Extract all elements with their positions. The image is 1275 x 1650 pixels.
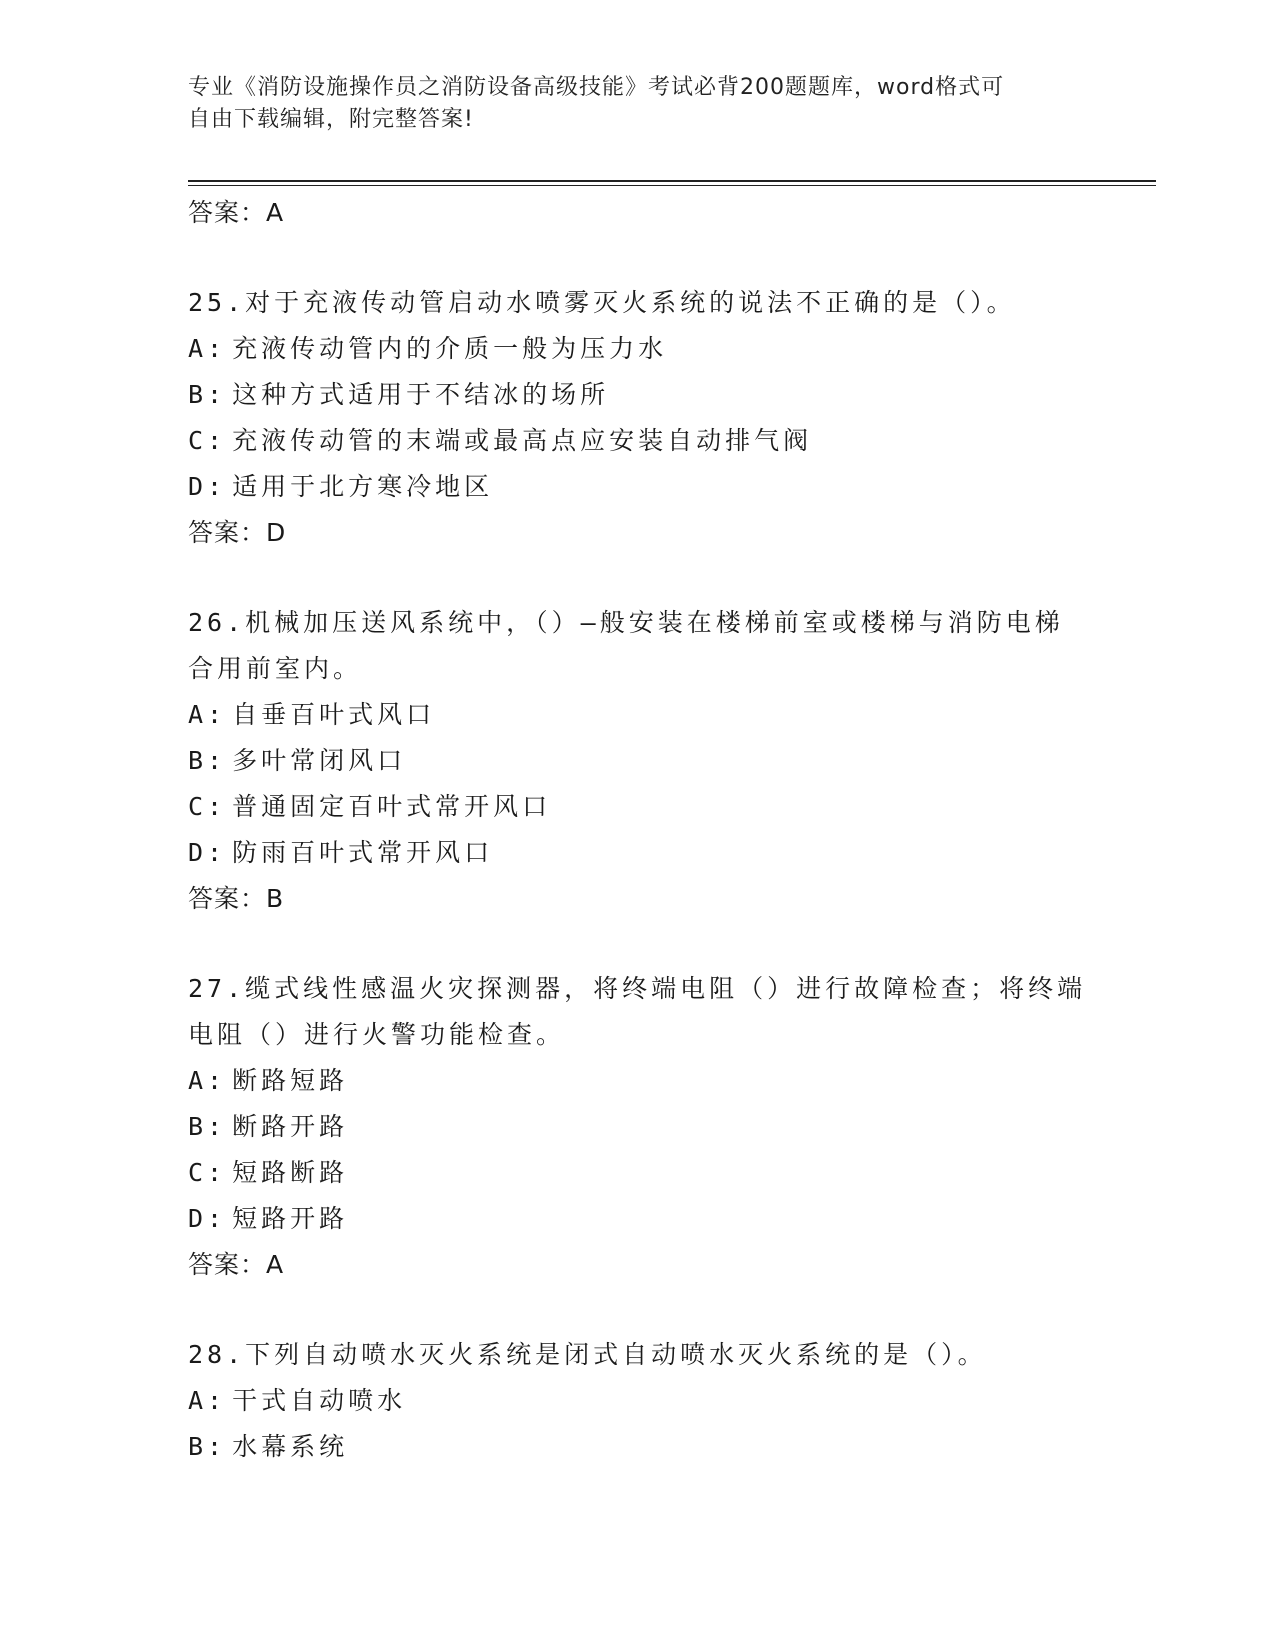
answer-value: A	[266, 198, 285, 227]
document-body	[188, 190, 1088, 1470]
option-c	[188, 418, 1088, 464]
question-25	[188, 280, 1088, 556]
question-stem: 对于充液传动管启动水喷雾灭火系统的说法不正确的是（）。	[245, 288, 1016, 317]
option-text: 短路开路	[232, 1204, 349, 1233]
question-text	[188, 1332, 1088, 1378]
option-letter: B:	[188, 1432, 227, 1461]
option-letter: B:	[188, 1112, 227, 1141]
question-number: 26.	[188, 608, 246, 637]
option-text: 普通固定百叶式常开风口	[232, 792, 552, 821]
option-b	[188, 738, 1088, 784]
answer-label: 答案：	[188, 1250, 267, 1279]
option-letter: A:	[188, 334, 227, 363]
answer-line	[188, 1242, 1088, 1288]
option-b	[188, 1424, 1088, 1470]
question-text	[188, 966, 1088, 1058]
option-text: 断路开路	[232, 1112, 349, 1141]
option-a	[188, 1378, 1088, 1424]
option-letter: A:	[188, 700, 227, 729]
option-d	[188, 464, 1088, 510]
question-number: 27.	[188, 974, 246, 1003]
answer-label: 答案：	[188, 518, 267, 547]
option-letter: A:	[188, 1386, 227, 1415]
option-c	[188, 784, 1088, 830]
option-text: 适用于北方寒冷地区	[232, 472, 494, 501]
option-b	[188, 1104, 1088, 1150]
option-text: 水幕系统	[232, 1432, 349, 1461]
option-letter: D:	[188, 472, 227, 501]
option-letter: A:	[188, 1066, 227, 1095]
question-text	[188, 280, 1088, 326]
option-letter: C:	[188, 1158, 227, 1187]
option-text: 充液传动管内的介质一般为压力水	[232, 334, 668, 363]
option-text: 断路短路	[232, 1066, 349, 1095]
header-line-2: 自由下载编辑，附完整答案!	[188, 107, 474, 132]
question-27	[188, 966, 1088, 1288]
option-letter: D:	[188, 1204, 227, 1233]
option-text: 多叶常闭风口	[232, 746, 407, 775]
answer-line	[188, 876, 1088, 922]
option-text: 充液传动管的末端或最高点应安装自动排气阀	[232, 426, 813, 455]
answer-value: B	[266, 884, 285, 913]
answer-value: D	[266, 518, 287, 547]
document-header	[188, 72, 1088, 136]
answer-value: A	[266, 1250, 285, 1279]
question-stem: 缆式线性感温火灾探测器，将终端电阻（）进行故障检查；将终端电阻（）进行火警功能检查。	[188, 974, 1087, 1049]
header-divider-top	[188, 180, 1156, 182]
answer-line	[188, 510, 1088, 556]
option-text: 这种方式适用于不结冰的场所	[232, 380, 610, 409]
option-d	[188, 830, 1088, 876]
question-stem: 机械加压送风系统中，（）—般安装在楼梯前室或楼梯与消防电梯合用前室内。	[188, 608, 1064, 683]
option-a	[188, 326, 1088, 372]
answer-line	[188, 190, 1088, 236]
option-b	[188, 372, 1088, 418]
option-c	[188, 1150, 1088, 1196]
answer-label: 答案：	[188, 198, 267, 227]
option-letter: C:	[188, 426, 227, 455]
option-a	[188, 1058, 1088, 1104]
option-text: 自垂百叶式风口	[232, 700, 436, 729]
question-26	[188, 600, 1088, 922]
answer-label: 答案：	[188, 884, 267, 913]
question-stem: 下列自动喷水灭火系统是闭式自动喷水灭火系统的是（）。	[245, 1340, 987, 1369]
question-number: 25.	[188, 288, 246, 317]
header-line-1: 专业《消防设施操作员之消防设备高级技能》考试必背200题题库，word格式可	[188, 75, 1005, 100]
option-d	[188, 1196, 1088, 1242]
option-letter: B:	[188, 380, 227, 409]
question-28	[188, 1332, 1088, 1470]
option-letter: B:	[188, 746, 227, 775]
option-letter: C:	[188, 792, 227, 821]
option-letter: D:	[188, 838, 227, 867]
option-text: 短路断路	[232, 1158, 349, 1187]
question-text	[188, 600, 1088, 692]
question-number: 28.	[188, 1340, 246, 1369]
header-divider-bottom	[188, 185, 1156, 186]
option-text: 干式自动喷水	[232, 1386, 407, 1415]
option-text: 防雨百叶式常开风口	[232, 838, 494, 867]
option-a	[188, 692, 1088, 738]
